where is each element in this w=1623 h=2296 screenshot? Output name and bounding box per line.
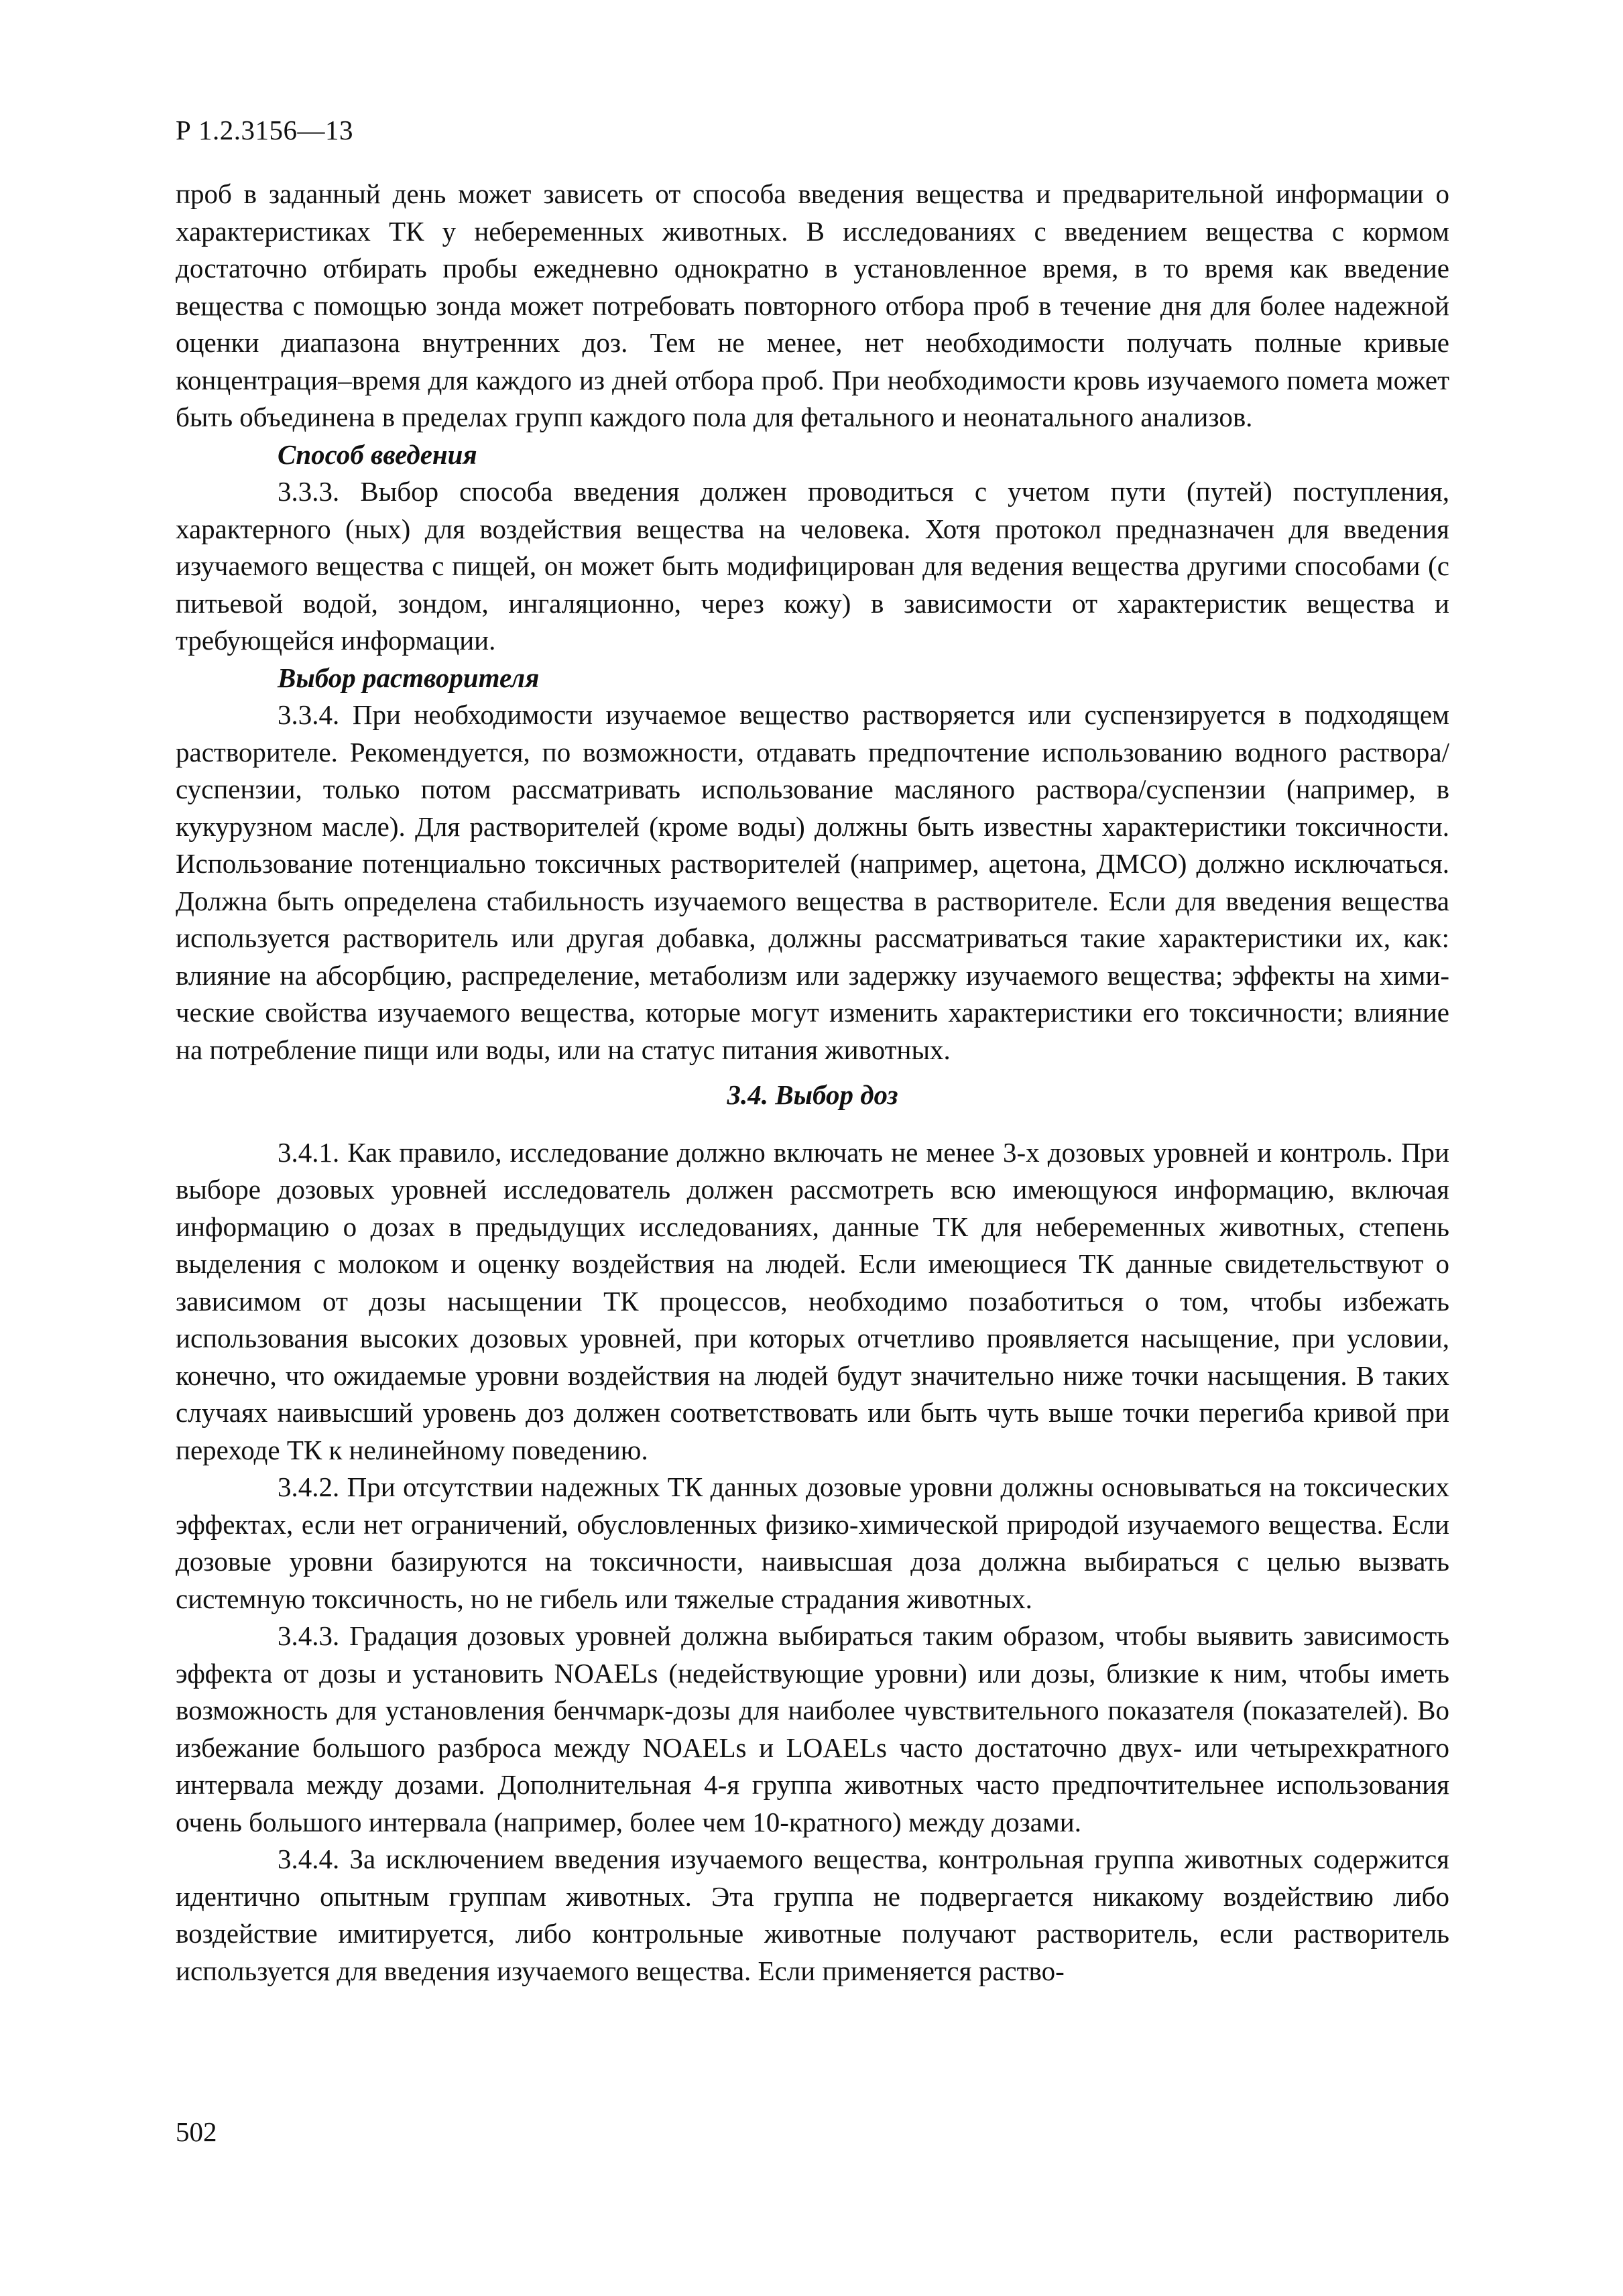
- section-title-3-4: 3.4. Выбор доз: [727, 1079, 898, 1110]
- subheading-route-of-administration: Способ введения: [278, 438, 477, 470]
- paragraph-3-3-4: 3.3.4. При необходимости изучаемое вещество растворяется или суспензируется в подходящем растворителе. Рекомендуется, по возможности, отдавать предпочтение использованию водного раствора/суспензии, только потом рассматривать использование масляного раствора/суспензии (например, в кукурузном масле). Для растворителей (кроме воды) должны быть известны характеристики токсичности. Использование потенциально токсичных растворителей (например, ацетона, ДМСО) должно исключаться. Должна быть определена стабильность изучаемого вещества в растворителе. Если для введения вещества используется растворитель или другая добавка, должны рассматриваться такие характеристики их, как: влияние на абсорбцию, распределение, метаболизм или задержку изучаемого вещества; эффекты на химические свойства изучаемого вещества, которые могут изменить характеристики его токсичности; влияние на потребление пищи или воды, или на статус питания животных.: [176, 699, 1449, 1065]
- paragraph-3-4-3: 3.4.3. Градация дозовых уровней должна выбираться таким образом, чтобы выявить зависимость эффекта от дозы и установить NOAELs (недействующие уровни) или дозы, близкие к ним, чтобы иметь возможность для установления бенчмарк-дозы для наиболее чувствительного показателя (показателей). Во избежание большого разброса между NOAELs и LOAELs часто достаточно двух- или четырехкратного интервала между дозами. Дополнительная 4-я группа животных часто предпочтительнее использования очень большого интервала (например, более чем 10-кратного) между дозами.: [176, 1620, 1449, 1837]
- page-number: 502: [176, 2116, 217, 2147]
- subheading-solvent-choice: Выбор растворителя: [278, 662, 540, 693]
- paragraph-3-4-4: 3.4.4. За исключением введения изучаемого вещества, контрольная группа животных содержится идентично опытным группам животных. Эта группа не подвергается никакому воздействию либо воздействие имитируется, либо контрольные животные получают растворитель, если растворитель используется для введения изучаемого вещества. Если применяется раство-: [176, 1844, 1449, 1986]
- paragraph-continued: проб в заданный день может зависеть от способа введения вещества и предварительной информации о характеристиках ТК у небеременных животных. В исследованиях с введением вещества с кормом достаточно отбирать пробы ежедневно однократно в установленное время, в то время как введение вещества с помощью зонда может потребовать повторного отбора проб в течение дня для более надежной оценки диапазона внутренних доз. Тем не менее, нет необходимости получать полные кривые концентрация–время для каждого из дней отбора проб. При необходимости кровь изучаемого помета может быть объединена в пределах групп каждого пола для фетального и неонатального анализов.: [176, 178, 1449, 432]
- page-body: [176, 176, 1449, 1990]
- paragraph-3-4-2: 3.4.2. При отсутствии надежных ТК данных дозовые уровни должны основываться на токсических эффектах, если нет ограничений, обусловленных физико-химической природой изучаемого вещества. Если дозовые уровни базируются на токсичности, наивысшая доза должна выбираться с целью вызвать системную токсичность, но не гибель или тяжелые страдания животных.: [176, 1471, 1449, 1614]
- paragraph-3-4-1: 3.4.1. Как правило, исследование должно включать не менее 3-х дозовых уровней и контроль. При выборе дозовых уровней исследователь должен рассмотреть всю имеющуюся информацию, включая информацию о дозах в предыдущих исследованиях, данные ТК для небеременных животных, степень выделения с молоком и оценку воздействия на людей. Если имеющиеся ТК данные свидетельствуют о зависимом от дозы насыщении ТК процессов, необходимо позаботиться о том, чтобы избежать использования высоких дозовых уровней, при которых отчетливо проявляется насыщение, при условии, конечно, что ожидаемые уровни воздействия на людей будут значительно ниже точки насыщения. В таких случаях наивысший уровень доз должен соответствовать или быть чуть выше точки перегиба кривой при переходе ТК к нелинейному поведению.: [176, 1136, 1449, 1465]
- document-code-header: Р 1.2.3156—13: [176, 115, 354, 145]
- paragraph-3-3-3: 3.3.3. Выбор способа введения должен проводиться с учетом пути (путей) поступления, характерного (ных) для воздействия вещества на человека. Хотя протокол предназначен для введения изучаемого вещества с пищей, он может быть модифицирован для ведения вещества другими способами (с питьевой водой, зондом, ингаляционно, через кожу) в зависимости от характеристик вещества и требующейся информации.: [176, 476, 1449, 656]
